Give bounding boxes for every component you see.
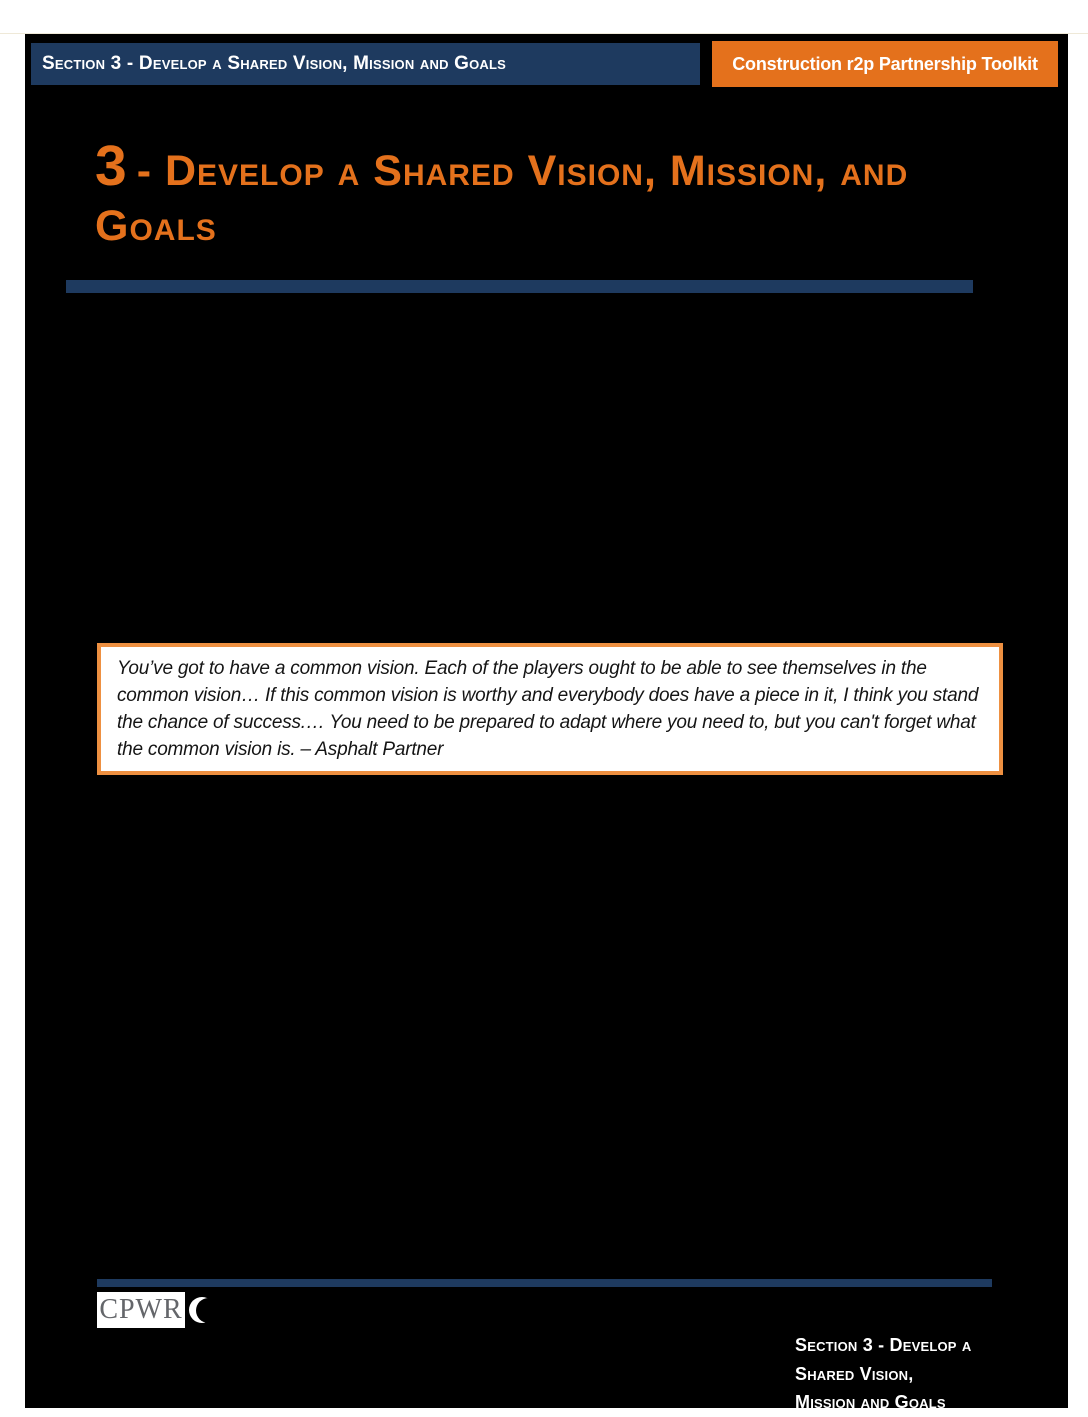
cpwr-logo-mark-icon bbox=[187, 1292, 217, 1328]
page-title-line1-text: - Develop a Shared Vision, Mission, and bbox=[136, 147, 909, 195]
footer-rule bbox=[97, 1279, 992, 1287]
footer-section-label bbox=[795, 1331, 995, 1417]
page-title bbox=[95, 134, 955, 254]
cpwr-logo-text: CPWR bbox=[99, 1294, 183, 1325]
cpwr-logo bbox=[97, 1292, 185, 1328]
header-toolkit-badge: Construction r2p Partnership Toolkit bbox=[712, 41, 1058, 87]
footer-section-line1: Section 3 - Develop a bbox=[795, 1335, 972, 1355]
page-title-number: 3 bbox=[95, 134, 128, 198]
quote-text: You’ve got to have a common vision. Each of the players ought to be able to see themselves in the common vision… If this common vision is worthy and everybody does have a piece in it, I think you stand the chance of success.… You need to be prepared to adapt where you need to, but you can't forget what the common vision is. – Asphalt Partner bbox=[117, 658, 979, 760]
quote-box bbox=[97, 643, 1003, 775]
header-section-bar bbox=[31, 43, 700, 85]
header-section-label: Section 3 - Develop a Shared Vision, Mission and Goals bbox=[42, 53, 507, 74]
title-underline-rule bbox=[66, 280, 973, 293]
page-title-line2: Goals bbox=[95, 202, 217, 250]
footer-section-line3: Mission and Goals bbox=[795, 1392, 946, 1412]
cpwr-crescent-cutout bbox=[196, 1298, 217, 1323]
page-title-line1 bbox=[95, 134, 955, 199]
footer-section-line2: Shared Vision, bbox=[795, 1363, 914, 1384]
